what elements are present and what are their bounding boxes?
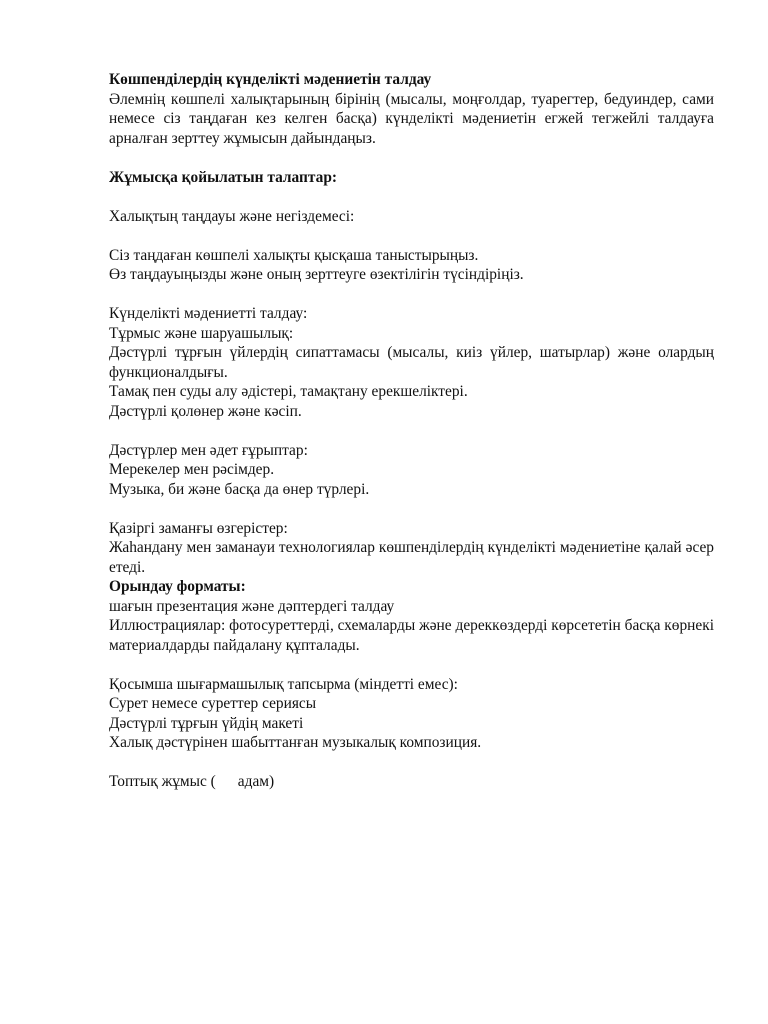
section-line: Жаһандану мен заманауи технологиялар көшпенділердің күнделікті мәдениетіне қалай әсер етеді. (109, 539, 714, 576)
section-heading-choice: Халықтың таңдауы және негіздемесі: (109, 207, 355, 225)
section-line: Тамақ пен суды алу әдістері, тамақтану ерекшеліктері. (109, 383, 468, 400)
section-line: Тұрмыс және шаруашылық: (109, 324, 294, 342)
blank-line (109, 226, 714, 246)
blank-line (109, 655, 714, 675)
blank-line (109, 421, 714, 441)
section-line: Сурет немесе суреттер сериясы (109, 695, 317, 712)
highlight-mark: Дәстүрлі қолөнер және кәсіп. (109, 402, 302, 420)
document-body (109, 70, 714, 792)
section-line: Дәстүрлі тұрғын үйдің макеті (109, 714, 304, 732)
highlighted-line (109, 402, 714, 422)
section-heading-culture: Күнделікті мәдениетті талдау: (109, 305, 308, 322)
group-work-suffix: адам) (237, 773, 275, 790)
section-line: Музыка, би және басқа да өнер түрлері. (109, 480, 370, 498)
optional-heading: Қосымша шығармашылық тапсырма (міндетті емес): (109, 675, 458, 693)
section-line: Өз таңдауыңызды және оның зерттеуге өзектілігін түсіндіріңіз. (109, 266, 524, 283)
blank-line (109, 499, 714, 519)
section-heading-traditions: Дәстүрлер мен әдет ғұрыптар: (109, 441, 308, 459)
section-line: Мерекелер мен рәсімдер. (109, 461, 275, 478)
section-line: Сіз таңдаған көшпелі халықты қысқаша таныстырыңыз. (109, 246, 479, 264)
blank-line (109, 753, 714, 773)
blank-line (109, 285, 714, 305)
group-work-prefix: Топтық жұмыс ( (109, 773, 216, 790)
requirements-heading: Жұмысқа қойылатын талаптар: (109, 168, 338, 186)
blank-line (109, 187, 714, 207)
document-title: Көшпенділердің күнделікті мәдениетін талдау (109, 71, 432, 88)
blank-line (109, 148, 714, 168)
section-line: Халық дәстүрінен шабыттанған музыкалық композиция. (109, 734, 482, 751)
intro-paragraph: Әлемнің көшпелі халықтарының бірінің (мысалы, моңғолдар, туарегтер, бедуиндер, сами немесе сіз таңдаған кез келген басқа) күнделікті мәдениетін егжей тегжейлі талдауға арналған зерттеу жұмысын дайындаңыз. (109, 90, 714, 147)
format-heading: Орындау форматы: (109, 578, 246, 595)
section-line: Иллюстрациялар: фотосуреттерді, схемаларды және дереккөздерді көрсететін басқа көрнекі материалдарды пайдалану құпталады. (109, 617, 714, 654)
group-work-line (109, 772, 714, 792)
section-line: Дәстүрлі тұрғын үйлердің сипаттамасы (мысалы, киіз үйлер, шатырлар) және олардың функционалдығы. (109, 344, 714, 381)
section-heading-modern: Қазіргі заманғы өзгерістер: (109, 519, 288, 537)
section-line: шағын презентация және дәптердегі талдау (109, 597, 395, 615)
